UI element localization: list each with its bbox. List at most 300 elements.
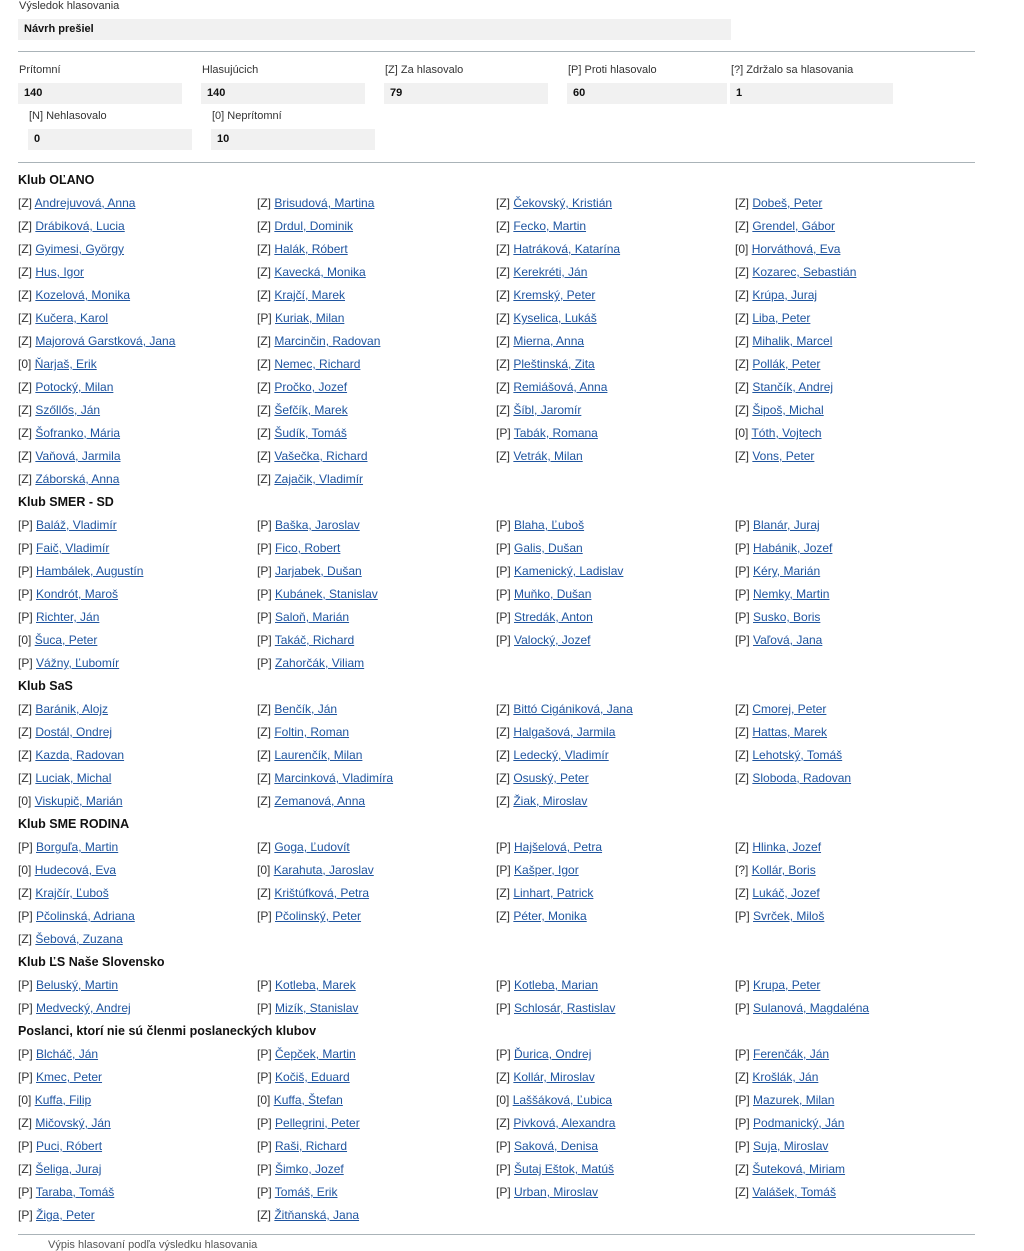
vote-code: [Z]	[18, 1162, 32, 1176]
vote-code: [Z]	[257, 288, 271, 302]
member-item	[496, 311, 597, 325]
member-link[interactable]: Gyimesi, György	[35, 242, 125, 256]
member-link[interactable]: Suja, Miroslav	[753, 1139, 829, 1153]
member-link[interactable]: Kuriak, Milan	[275, 311, 345, 325]
member-link[interactable]: Andrejuvová, Anna	[34, 196, 136, 210]
member-item	[18, 288, 130, 302]
member-link[interactable]: Baška, Jaroslav	[275, 518, 360, 532]
member-link[interactable]: Galis, Dušan	[514, 541, 583, 555]
member-link[interactable]: Mihalik, Marcel	[752, 334, 833, 348]
vote-code: [Z]	[496, 311, 510, 325]
member-link[interactable]: Richter, Ján	[36, 610, 100, 624]
member-link[interactable]: Lukáč, Jozef	[752, 886, 820, 900]
member-item	[735, 1162, 845, 1176]
vote-code: [Z]	[257, 886, 271, 900]
vote-code: [P]	[496, 541, 511, 555]
vote-code: [P]	[257, 909, 272, 923]
member-item	[18, 564, 143, 578]
member-link[interactable]: Kotleba, Marian	[514, 978, 599, 992]
member-item	[735, 863, 816, 877]
member-link[interactable]: Kozelová, Monika	[35, 288, 131, 302]
member-link[interactable]: Jarjabek, Dušan	[275, 564, 362, 578]
member-link[interactable]: Majorová Garstková, Jana	[35, 334, 176, 348]
member-link[interactable]: Vons, Peter	[752, 449, 815, 463]
club-heading: Klub OĽANO	[18, 173, 95, 187]
member-item	[18, 541, 109, 555]
vote-code: [P]	[735, 978, 750, 992]
member-link[interactable]: Šimko, Jozef	[275, 1162, 344, 1176]
member-item	[735, 357, 820, 371]
member-item	[257, 1162, 344, 1176]
member-item	[496, 909, 587, 923]
vote-code: [Z]	[257, 426, 271, 440]
member-item	[496, 1047, 591, 1061]
vote-code: [Z]	[735, 196, 749, 210]
member-link[interactable]: Pleštinská, Zita	[513, 357, 595, 371]
member-link[interactable]: Habánik, Jozef	[753, 541, 833, 555]
member-item	[496, 725, 615, 739]
club-heading: Klub SaS	[18, 679, 73, 693]
member-item	[496, 426, 598, 440]
member-item	[257, 863, 374, 877]
member-item	[257, 541, 340, 555]
stat-value: 10	[211, 129, 375, 150]
member-item	[496, 564, 623, 578]
vote-code: [Z]	[496, 242, 510, 256]
member-link[interactable]: Baláž, Vladimír	[36, 518, 117, 532]
member-link[interactable]: Šofranko, Mária	[35, 426, 121, 440]
vote-code: [P]	[496, 518, 511, 532]
member-item	[735, 840, 821, 854]
vote-code: [P]	[496, 587, 511, 601]
member-link[interactable]: Grendel, Gábor	[752, 219, 836, 233]
member-item	[257, 1001, 358, 1015]
member-item	[257, 909, 361, 923]
vote-code: [P]	[257, 1047, 272, 1061]
member-item	[735, 748, 842, 762]
member-link[interactable]: Ňarjaš, Erik	[34, 357, 97, 371]
member-link[interactable]: Kéry, Marián	[753, 564, 821, 578]
vote-code: [Z]	[18, 242, 32, 256]
member-link[interactable]: Ďurica, Ondrej	[514, 1047, 592, 1061]
stat-value: 1	[730, 83, 893, 104]
club-heading: Poslanci, ktorí nie sú členmi poslaneckých klubov	[18, 1024, 317, 1038]
member-link[interactable]: Karahuta, Jaroslav	[273, 863, 374, 877]
member-link[interactable]: Žitňanská, Jana	[274, 1208, 360, 1222]
vote-code: [P]	[257, 610, 272, 624]
member-link[interactable]: Kašper, Igor	[514, 863, 579, 877]
member-link[interactable]: Kremský, Peter	[513, 288, 596, 302]
vote-code: [Z]	[496, 794, 510, 808]
member-link[interactable]: Hajšelová, Petra	[514, 840, 603, 854]
vote-code: [Z]	[496, 886, 510, 900]
member-link[interactable]: Šebová, Zuzana	[35, 932, 123, 946]
member-link[interactable]: Halgašová, Jarmila	[513, 725, 616, 739]
member-item	[735, 334, 832, 348]
member-link[interactable]: Hambálek, Augustín	[36, 564, 144, 578]
vote-code: [0]	[257, 863, 271, 877]
vote-code: [P]	[18, 1185, 33, 1199]
vote-code: [Z]	[18, 196, 32, 210]
member-link[interactable]: Osuský, Peter	[513, 771, 589, 785]
member-link[interactable]: Pollák, Peter	[752, 357, 821, 371]
member-link[interactable]: Pčolinský, Peter	[275, 909, 362, 923]
vote-code: [P]	[257, 518, 272, 532]
member-link[interactable]: Zahorčák, Viliam	[275, 656, 365, 670]
vote-code: [Z]	[735, 1162, 749, 1176]
member-item	[496, 1185, 598, 1199]
member-item	[735, 311, 810, 325]
club-heading: Klub SMER - SD	[18, 495, 114, 509]
vote-code: [Z]	[735, 357, 749, 371]
member-link[interactable]: Potocký, Milan	[35, 380, 114, 394]
member-item	[18, 702, 108, 716]
member-link[interactable]: Tomáš, Erik	[274, 1185, 338, 1199]
vote-code: [Z]	[735, 219, 749, 233]
member-link[interactable]: Hatráková, Katarína	[513, 242, 621, 256]
member-link[interactable]: Liba, Peter	[752, 311, 811, 325]
vote-code: [Z]	[496, 771, 510, 785]
vote-code: [P]	[18, 564, 33, 578]
vote-code: [Z]	[18, 380, 32, 394]
member-item	[18, 771, 111, 785]
member-item	[496, 1070, 595, 1084]
member-link[interactable]: Hudecová, Eva	[34, 863, 117, 877]
member-link[interactable]: Luciak, Michal	[35, 771, 112, 785]
member-link[interactable]: Tabák, Romana	[513, 426, 598, 440]
member-item	[257, 840, 350, 854]
member-link[interactable]: Puci, Róbert	[36, 1139, 103, 1153]
member-link[interactable]: Šeliga, Juraj	[35, 1162, 102, 1176]
member-link[interactable]: Linhart, Patrick	[513, 886, 594, 900]
member-link[interactable]: Krajčír, Ľuboš	[35, 886, 109, 900]
member-link[interactable]: Borguľa, Martin	[36, 840, 119, 854]
member-link[interactable]: Nemec, Richard	[274, 357, 361, 371]
member-link[interactable]: Taraba, Tomáš	[35, 1185, 115, 1199]
member-link[interactable]: Blanár, Juraj	[753, 518, 820, 532]
member-item	[496, 380, 607, 394]
member-link[interactable]: Goga, Ľudovít	[274, 840, 350, 854]
vote-code: [Z]	[496, 380, 510, 394]
vote-code: [Z]	[18, 334, 32, 348]
member-link[interactable]: Mazurek, Milan	[753, 1093, 835, 1107]
vote-code: [P]	[496, 633, 511, 647]
member-link[interactable]: Benčík, Ján	[274, 702, 338, 716]
vote-code: [P]	[496, 1139, 511, 1153]
member-link[interactable]: Čekovský, Kristián	[513, 196, 613, 210]
vote-code: [P]	[735, 1093, 750, 1107]
member-item	[18, 610, 99, 624]
member-link[interactable]: Hus, Igor	[35, 265, 85, 279]
member-link[interactable]: Saková, Denisa	[514, 1139, 599, 1153]
member-item	[18, 311, 108, 325]
member-link[interactable]: Horváthová, Eva	[751, 242, 841, 256]
member-link[interactable]: Krištúfková, Petra	[274, 886, 370, 900]
stat-value: 79	[384, 83, 548, 104]
member-item	[735, 633, 822, 647]
vote-code: [P]	[496, 426, 511, 440]
member-link[interactable]: Halák, Róbert	[274, 242, 348, 256]
member-link[interactable]: Šutaj Eštok, Matúš	[514, 1162, 615, 1176]
member-item	[18, 840, 118, 854]
vote-code: [Z]	[257, 702, 271, 716]
member-link[interactable]: Vaľová, Jana	[753, 633, 823, 647]
member-link[interactable]: Žiga, Peter	[36, 1208, 95, 1222]
member-item	[257, 1070, 350, 1084]
member-link[interactable]: Krošlák, Ján	[752, 1070, 819, 1084]
member-link[interactable]: Kollár, Miroslav	[513, 1070, 595, 1084]
member-link[interactable]: Kmec, Peter	[36, 1070, 103, 1084]
member-link[interactable]: Zemanová, Anna	[274, 794, 366, 808]
member-link[interactable]: Svrček, Miloš	[753, 909, 825, 923]
member-item	[257, 518, 360, 532]
member-link[interactable]: Mičovský, Ján	[35, 1116, 111, 1130]
member-link[interactable]: Kyselica, Lukáš	[513, 311, 597, 325]
member-link[interactable]: Drdul, Dominik	[274, 219, 354, 233]
stat-label: [Z] Za hlasovalo	[385, 64, 464, 76]
member-link[interactable]: Saloň, Marián	[275, 610, 350, 624]
member-link[interactable]: Stredák, Anton	[514, 610, 593, 624]
member-item	[18, 219, 125, 233]
member-item	[18, 863, 116, 877]
member-item	[496, 288, 595, 302]
member-link[interactable]: Blaha, Ľuboš	[514, 518, 585, 532]
member-link[interactable]: Szőllős, Ján	[35, 403, 101, 417]
member-link[interactable]: Hlinka, Jozef	[752, 840, 822, 854]
vote-code: [P]	[257, 1162, 272, 1176]
member-link[interactable]: Fico, Robert	[275, 541, 341, 555]
vote-code: [Z]	[735, 771, 749, 785]
member-link[interactable]: Fecko, Martin	[513, 219, 587, 233]
member-item	[735, 265, 856, 279]
vote-code: [Z]	[735, 840, 749, 854]
member-item	[496, 1162, 614, 1176]
member-item	[735, 288, 817, 302]
member-item	[257, 1093, 343, 1107]
member-link[interactable]: Ledecký, Vladimír	[513, 748, 609, 762]
member-link[interactable]: Krúpa, Juraj	[752, 288, 818, 302]
member-item	[18, 196, 135, 210]
member-item	[257, 656, 364, 670]
member-link[interactable]: Beluský, Martin	[36, 978, 119, 992]
member-item	[257, 1047, 356, 1061]
member-link[interactable]: Kučera, Karol	[35, 311, 109, 325]
member-item	[257, 311, 344, 325]
member-link[interactable]: Lehotský, Tomáš	[752, 748, 843, 762]
member-item	[257, 633, 354, 647]
vote-code: [Z]	[496, 1116, 510, 1130]
member-link[interactable]: Foltin, Roman	[274, 725, 350, 739]
member-link[interactable]: Kazda, Radovan	[35, 748, 125, 762]
member-link[interactable]: Bittó Cigániková, Jana	[513, 702, 633, 716]
member-item	[735, 1001, 869, 1015]
member-link[interactable]: Pčolinská, Adriana	[36, 909, 135, 923]
member-link[interactable]: Tóth, Vojtech	[751, 426, 822, 440]
member-link[interactable]: Krajčí, Marek	[274, 288, 346, 302]
member-link[interactable]: Šíbl, Jaromír	[513, 403, 582, 417]
member-link[interactable]: Vašečka, Richard	[274, 449, 368, 463]
member-link[interactable]: Sulanová, Magdaléna	[753, 1001, 870, 1015]
vote-code: [P]	[735, 610, 750, 624]
vote-code: [Z]	[257, 403, 271, 417]
vote-code: [P]	[735, 1139, 750, 1153]
member-link[interactable]: Kavecká, Monika	[274, 265, 366, 279]
member-item	[257, 380, 347, 394]
member-item	[735, 978, 820, 992]
member-link[interactable]: Krupa, Peter	[753, 978, 821, 992]
vote-code: [Z]	[735, 265, 749, 279]
member-link[interactable]: Remiášová, Anna	[513, 380, 608, 394]
member-item	[735, 426, 822, 440]
member-item	[257, 196, 374, 210]
vote-code: [Z]	[735, 380, 749, 394]
member-link[interactable]: Medvecký, Andrej	[36, 1001, 131, 1015]
member-link[interactable]: Vetrák, Milan	[513, 449, 583, 463]
member-link[interactable]: Ferenčák, Ján	[753, 1047, 830, 1061]
vote-code: [0]	[496, 1093, 510, 1107]
member-link[interactable]: Šuteková, Miriam	[752, 1162, 846, 1176]
member-link[interactable]: Faič, Vladimír	[36, 541, 110, 555]
member-link[interactable]: Takáč, Richard	[274, 633, 355, 647]
vote-code: [P]	[257, 633, 272, 647]
vote-code: [Z]	[18, 702, 32, 716]
member-link[interactable]: Šipoš, Michal	[752, 403, 824, 417]
member-link[interactable]: Baránik, Alojz	[35, 702, 109, 716]
member-link[interactable]: Péter, Monika	[513, 909, 587, 923]
member-link[interactable]: Nemky, Martin	[753, 587, 830, 601]
member-link[interactable]: Laurenčík, Milan	[274, 748, 363, 762]
member-item	[18, 334, 175, 348]
member-item	[18, 1185, 114, 1199]
vote-code: [0]	[18, 357, 32, 371]
vote-code: [P]	[496, 1162, 511, 1176]
vote-code: [Z]	[735, 311, 749, 325]
member-link[interactable]: Cmorej, Peter	[752, 702, 827, 716]
vote-code: [Z]	[735, 1185, 749, 1199]
vote-code: [Z]	[18, 219, 32, 233]
member-link[interactable]: Valocký, Jozef	[514, 633, 591, 647]
member-item	[18, 1208, 95, 1222]
vote-code: [P]	[18, 610, 33, 624]
vote-code: [P]	[257, 978, 272, 992]
result-value: Návrh prešiel	[18, 19, 731, 40]
member-link[interactable]: Kollár, Boris	[751, 863, 816, 877]
member-item	[735, 1047, 829, 1061]
vote-code: [Z]	[257, 265, 271, 279]
member-link[interactable]: Kerekréti, Ján	[513, 265, 588, 279]
member-link[interactable]: Šuca, Peter	[34, 633, 98, 647]
member-link[interactable]: Mierna, Anna	[513, 334, 585, 348]
member-link[interactable]: Dobeš, Peter	[752, 196, 823, 210]
member-item	[257, 288, 345, 302]
member-item	[257, 403, 348, 417]
member-item	[257, 1139, 347, 1153]
member-link[interactable]: Susko, Boris	[753, 610, 821, 624]
member-link[interactable]: Šudík, Tomáš	[274, 426, 347, 440]
member-link[interactable]: Žiak, Miroslav	[513, 794, 588, 808]
member-item	[735, 771, 851, 785]
vote-code: [0]	[18, 794, 32, 808]
member-link[interactable]: Kotleba, Marek	[275, 978, 356, 992]
vote-code: [Z]	[496, 334, 510, 348]
vote-code: [Z]	[18, 403, 32, 417]
member-link[interactable]: Vážny, Ľubomír	[36, 656, 120, 670]
vote-code: [P]	[257, 541, 272, 555]
member-link[interactable]: Záborská, Anna	[35, 472, 120, 486]
vote-code: [Z]	[257, 840, 271, 854]
member-link[interactable]: Marcinčin, Radovan	[274, 334, 381, 348]
member-link[interactable]: Mizík, Stanislav	[275, 1001, 359, 1015]
member-link[interactable]: Pellegrini, Peter	[275, 1116, 360, 1130]
member-link[interactable]: Schlosár, Rastislav	[514, 1001, 616, 1015]
vote-code: [0]	[18, 863, 32, 877]
result-label: Výsledok hlasovania	[19, 0, 120, 12]
member-link[interactable]: Marcinková, Vladimíra	[274, 771, 394, 785]
member-link[interactable]: Pročko, Jozef	[274, 380, 348, 394]
member-link[interactable]: Podmanický, Ján	[753, 1116, 845, 1130]
member-link[interactable]: Zajačik, Vladimír	[274, 472, 364, 486]
member-link[interactable]: Šefčík, Marek	[274, 403, 348, 417]
vote-code: [P]	[18, 1047, 33, 1061]
member-link[interactable]: Pivková, Alexandra	[513, 1116, 616, 1130]
vote-code: [0]	[18, 1093, 32, 1107]
stat-label: [N] Nehlasovalo	[29, 110, 107, 122]
member-link[interactable]: Sloboda, Radovan	[752, 771, 852, 785]
member-link[interactable]: Laššáková, Ľubica	[512, 1093, 613, 1107]
vote-code: [P]	[18, 656, 33, 670]
member-link[interactable]: Kamenický, Ladislav	[514, 564, 624, 578]
member-item	[18, 932, 123, 946]
member-link[interactable]: Viskupič, Marián	[34, 794, 123, 808]
member-link[interactable]: Kuffa, Štefan	[273, 1093, 343, 1107]
member-item	[18, 1047, 98, 1061]
member-link[interactable]: Kuffa, Filip	[34, 1093, 92, 1107]
divider	[18, 1234, 975, 1235]
member-link[interactable]: Urban, Miroslav	[514, 1185, 599, 1199]
member-item	[18, 265, 84, 279]
member-link[interactable]: Vaňová, Jarmila	[35, 449, 121, 463]
member-link[interactable]: Kočiš, Eduard	[275, 1070, 350, 1084]
member-link[interactable]: Kondrót, Maroš	[36, 587, 119, 601]
stat-value: 0	[28, 129, 192, 150]
member-link[interactable]: Stančík, Andrej	[752, 380, 834, 394]
member-link[interactable]: Kozarec, Sebastián	[752, 265, 857, 279]
member-item	[257, 587, 378, 601]
member-link[interactable]: Muňko, Dušan	[514, 587, 592, 601]
member-item	[735, 518, 820, 532]
vote-code: [Z]	[18, 932, 32, 946]
vote-code: [Z]	[18, 886, 32, 900]
vote-code: [0]	[735, 426, 749, 440]
vote-code: [P]	[257, 1116, 272, 1130]
member-link[interactable]: Raši, Richard	[275, 1139, 348, 1153]
vote-code: [Z]	[496, 702, 510, 716]
member-link[interactable]: Drábiková, Lucia	[35, 219, 125, 233]
vote-code: [P]	[257, 1070, 272, 1084]
member-link[interactable]: Brisudová, Martina	[274, 196, 375, 210]
member-link[interactable]: Valášek, Tomáš	[752, 1185, 836, 1199]
stat-label: Hlasujúcich	[202, 64, 259, 76]
vote-code: [Z]	[18, 311, 32, 325]
member-item	[18, 656, 119, 670]
member-link[interactable]: Dostál, Ondrej	[35, 725, 113, 739]
member-link[interactable]: Hattas, Marek	[752, 725, 828, 739]
vote-code: [Z]	[18, 771, 32, 785]
member-link[interactable]: Kubánek, Stanislav	[275, 587, 378, 601]
member-link[interactable]: Čepček, Martin	[275, 1047, 356, 1061]
member-item	[496, 1001, 615, 1015]
member-link[interactable]: Blcháč, Ján	[36, 1047, 99, 1061]
